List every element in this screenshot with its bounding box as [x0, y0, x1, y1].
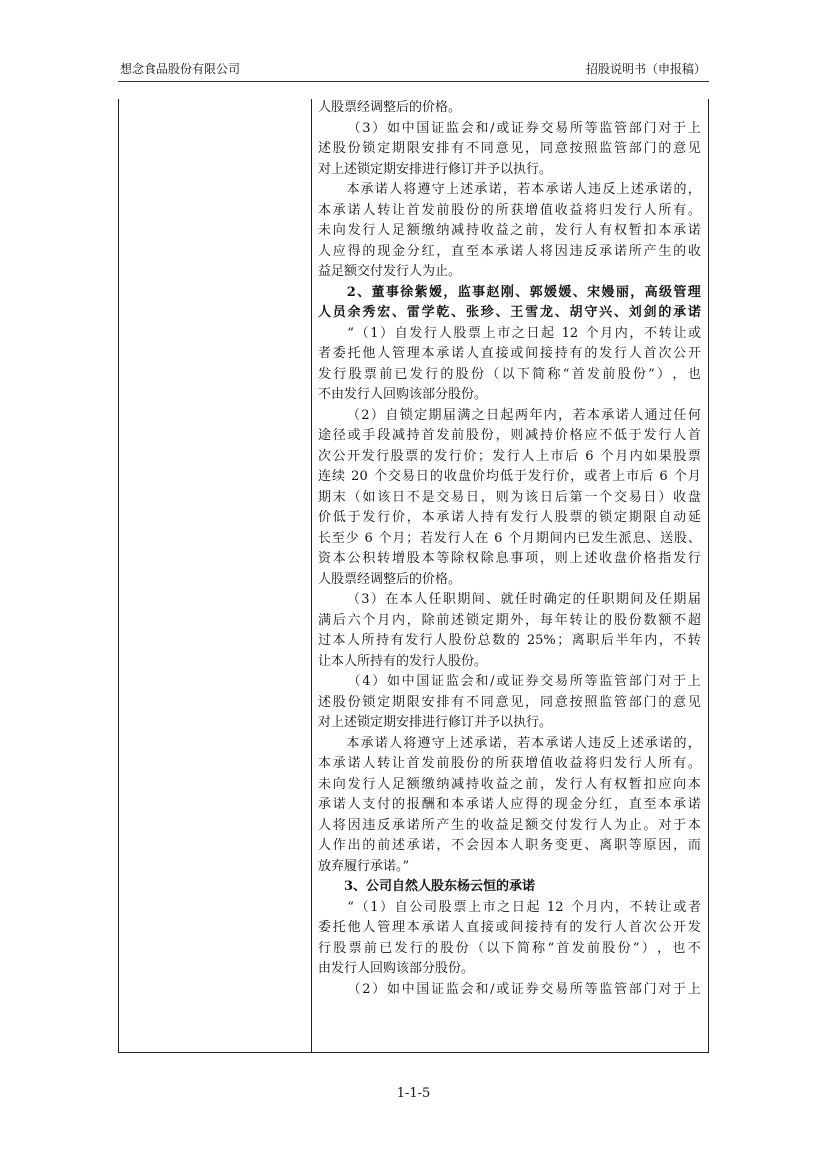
table-column-divider — [311, 99, 312, 1052]
text-line: （ 3 ） 如 中 国 证 监 会 和 / 或 证 券 交 易 所 等 监 管 部 门 对 于 上 — [347, 120, 701, 136]
text-line: （ 3 ） 在 本 人 任 职 期 间 、 就 任 时 确 定 的 任 职 期 间 及 任 期 届 — [346, 592, 701, 607]
text-line: 让本人所持有的发行人股份。 — [318, 653, 488, 669]
text-line: 途 径 或 手 段 减 持 首 发 前 股 份 ， 则 减 持 价 格 应 不 低 于 发 行 人 首 — [318, 428, 701, 443]
text-line: “ （ 1 ） 自 发 行 人 股 票 上 市 之 日 起 12 个 月 内 ， 不 转 让 或 — [347, 325, 701, 341]
text-line: 委 托 他 人 管 理 本 承 诺 人 直 接 或 间 接 持 有 的 发 行 人 首 次 公 开 发 — [318, 920, 701, 935]
text-line: 承 诺 人 支 付 的 报 酬 和 本 承 诺 人 应 得 的 现 金 分 红 ， 直 至 本 承 诺 — [318, 797, 701, 812]
text-line: 过 本 人 所 持 有 发 行 人 股 份 总 数 的 25% ； 离 职 后 半 年 内 ， 不 转 — [318, 633, 701, 648]
text-line: 3、公司自然人股东杨云恒的承诺 — [318, 879, 536, 894]
text-line: 对上述锁定期安排进行修订并予以执行。 — [318, 715, 553, 730]
header-company-name: 想念食品股份有限公司 — [120, 62, 241, 76]
text-line: （ 2 ） 如 中 国 证 监 会 和 / 或 证 券 交 易 所 等 监 管 部 门 对 于 上 — [347, 981, 701, 997]
text-line: 述 股 份 锁 定 期 限 安 排 有 不 同 意 见 ， 同 意 按 照 监 管 部 门 的 意 见 — [318, 141, 701, 156]
text-line: 人 员 余 秀 宏 、 雷 学 乾 、 张 珍 、 王 雪 龙 、 胡 守 兴 、 刘 剑 的 承 诺 — [318, 305, 701, 320]
text-line: 益足额交付发行人为止。 — [318, 264, 462, 279]
text-line: 长 至 少 6 个 月 ； 若 发 行 人 在 6 个 月 期 间 内 已 发 生 派 息 、 送 股 、 — [318, 530, 701, 546]
text-line: 者 委 托 他 人 管 理 本 承 诺 人 直 接 或 间 接 持 有 的 发 行 人 首 次 公 开 — [318, 346, 701, 361]
text-line: 价 低 于 发 行 价 ， 本 承 诺 人 持 有 发 行 人 股 票 的 锁 定 期 限 自 动 延 — [318, 510, 701, 525]
text-line: 满 后 六 个 月 内 ， 除 前 述 锁 定 期 外 ， 每 年 转 让 的 股 份 数 额 不 超 — [318, 612, 701, 628]
text-line: 2 、 董 事 徐 紫 嫒 ， 监 事 赵 刚 、 郭 媛 媛 、 宋 嫚 丽 ， 高 级 管 理 — [346, 284, 701, 300]
text-line: 述 股 份 锁 定 期 限 安 排 有 不 同 意 见 ， 同 意 按 照 监 管 部 门 的 意 见 — [318, 694, 701, 710]
text-line: 人 作 出 的 前 述 承 诺 ， 不 会 因 本 人 职 务 变 更 、 离 职 等 原 因 ， 而 — [318, 838, 701, 853]
text-line: 人股票经调整后的价格。 — [318, 571, 462, 587]
text-line: 不由发行人回购该部分股份。 — [318, 387, 488, 402]
text-line: 未 向 发 行 人 足 额 缴 纳 减 持 收 益 之 前 ， 发 行 人 有 权 暂 扣 本 承 诺 — [318, 223, 701, 238]
text-line: 本 承 诺 人 转 让 首 发 前 股 份 的 所 获 增 值 收 益 将 归 发 行 人 所 有 。 — [318, 202, 701, 218]
text-line: 发 行 股 票 前 已 发 行 的 股 份 （ 以 下 简 称 “ 首 发 前 股 份 ” ） ， 也 — [318, 366, 701, 382]
text-line: 次 公 开 发 行 股 票 的 发 行 价 ； 发 行 人 上 市 后 6 个 月 内 如 果 股 票 — [318, 448, 701, 464]
text-line: 未 向 发 行 人 足 额 缴 纳 减 持 收 益 之 前 ， 发 行 人 有 权 暂 扣 应 向 本 — [318, 776, 701, 792]
text-line: 连 续 20 个 交 易 日 的 收 盘 价 均 低 于 发 行 价 ， 或 者 上 市 后 6 个 月 — [318, 469, 701, 484]
text-line: （ 4 ） 如 中 国 证 监 会 和 / 或 证 券 交 易 所 等 监 管 部 门 对 于 上 — [347, 674, 701, 689]
text-line: 人 应 得 的 现 金 分 红 ， 直 至 本 承 诺 人 将 因 违 反 承 诺 所 产 生 的 收 — [318, 243, 701, 259]
header-document-title: 招股说明书（申报稿） — [585, 62, 706, 76]
page-number: 1-1-5 — [396, 1086, 431, 1101]
text-line: “ （ 1 ） 自 公 司 股 票 上 市 之 日 起 12 个 月 内 ， 不 转 让 或 者 — [347, 899, 701, 915]
text-line: 行 股 票 前 已 发 行 的 股 份 （ 以 下 简 称 “ 首 发 前 股 份 ” ） ， 也 不 — [318, 940, 701, 956]
text-line: 人股票经调整后的价格。 — [318, 100, 462, 115]
text-line: 本 承 诺 人 将 遵 守 上 述 承 诺 ， 若 本 承 诺 人 违 反 上 述 承 诺 的 ， — [346, 182, 701, 197]
text-line: 资 本 公 积 转 增 股 本 等 除 权 除 息 事 项 ， 则 上 述 收 盘 价 格 指 发 行 — [318, 551, 701, 566]
text-line: 本 承 诺 人 转 让 首 发 前 股 份 的 所 获 增 值 收 益 将 归 发 行 人 所 有 。 — [318, 756, 701, 771]
text-line: 人 将 因 违 反 承 诺 所 产 生 的 收 益 足 额 交 付 发 行 人 为 止 。 对 于 本 — [318, 817, 701, 833]
text-line: （ 2 ） 自 锁 定 期 届 满 之 日 起 两 年 内 ， 若 本 承 诺 人 通 过 任 何 — [346, 407, 701, 423]
header-rule — [118, 81, 709, 82]
text-line: 本 承 诺 人 将 遵 守 上 述 承 诺 ， 若 本 承 诺 人 违 反 上 述 承 诺 的 ， — [346, 735, 701, 751]
text-line: 由发行人回购该部分股份。 — [318, 961, 475, 976]
commitment-text-cell — [318, 98, 701, 1000]
text-line: 对上述锁定期安排进行修订并予以执行。 — [318, 161, 553, 177]
text-line: 放弃履行承诺。” — [318, 858, 410, 874]
text-line: 期 末 （ 如 该 日 不 是 交 易 日 ， 则 为 该 日 后 第 一 个 交 易 日 ） 收 盘 — [318, 489, 701, 505]
